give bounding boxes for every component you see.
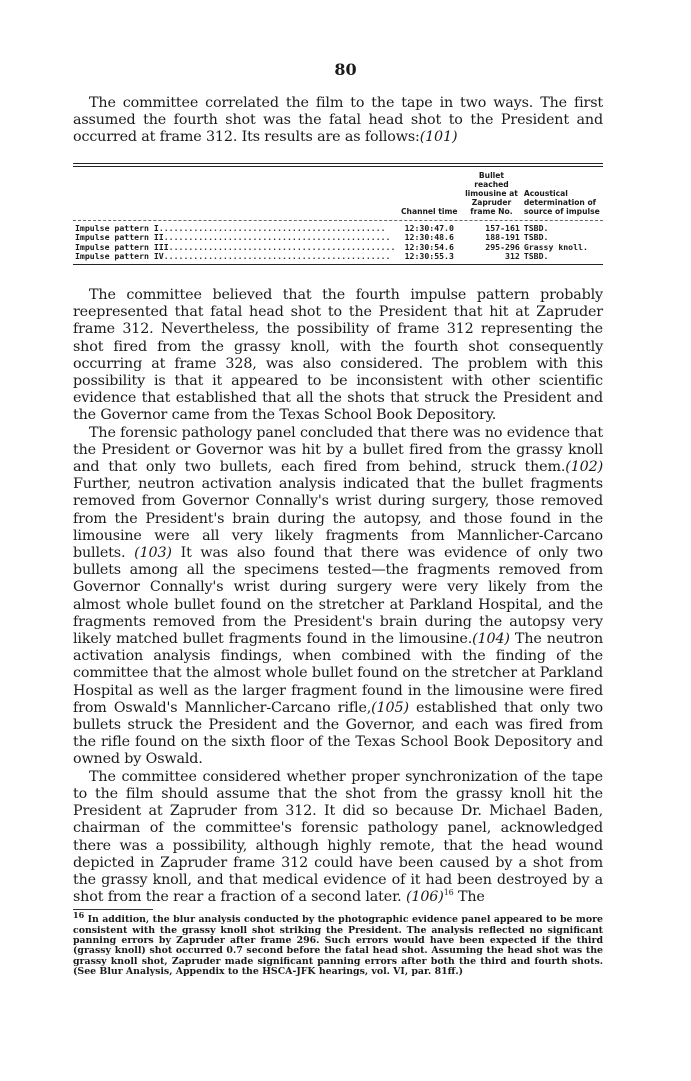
table-top-rule xyxy=(73,163,603,164)
dot-leaders: .............................................. xyxy=(163,251,391,261)
row-label: Impulse pattern III xyxy=(75,242,169,252)
table-body xyxy=(73,220,603,261)
paragraph-text: Further, neutron activation analysis indicated that the bullet fragments removed from Governor Connally's wrist during surgery, those removed from the President's brain during the autopsy, and those found in the limousine were all very likely fragments from Mannlicher-Carcano bullets. xyxy=(73,476,603,562)
paragraph-text: The committee considered whether proper synchronization of the tape to the film should assume that the shot from the grassy knoll hit the President at Zapruder from 312. It did so because Dr. Michael Baden, chairman of the committee's forensic pathology panel, acknowledged there was a possibility, although highly remote, that the head wound depicted in Zapruder frame 312 could have been caused by a shot from the grassy knoll, and that medical evidence of it had been destroyed by a shot from the rear a fraction of a second later. xyxy=(73,768,603,906)
page-number: 80 xyxy=(334,60,357,79)
paragraph-text: The forensic pathology panel concluded that there was no evidence that the President or Governor was hit by a bullet fired from the grassy knoll and that only two bullets, each fired from behind, struck them. xyxy=(73,424,603,476)
row-source: Grassy knoll. xyxy=(523,241,588,252)
row-frame: 295-296 xyxy=(485,241,520,252)
citation: (106) xyxy=(405,889,444,906)
footnote-marker: 16 xyxy=(73,910,85,920)
impulse-table-wrap xyxy=(73,163,603,265)
row-channel-time: 12:30:55.3 xyxy=(404,250,454,261)
header-channel-time: Channel time xyxy=(400,207,458,216)
row-label: Impulse pattern II xyxy=(75,233,164,243)
header-rule xyxy=(73,220,603,221)
table-header-row xyxy=(73,167,603,220)
dot-leaders: .............................................. xyxy=(168,242,396,252)
table-bottom-rule xyxy=(73,264,603,265)
footnote xyxy=(73,910,603,978)
body-paragraph xyxy=(73,425,603,769)
header-zapruder-frame: Bullet reached limousine at Zapruder frame No. xyxy=(465,171,518,216)
paragraph-text: The neutron activation analysis findings, when combined with the finding of the committee that the almost whole bullet found on the stretcher at Parkland Hospital as well as the larger fragment found in the limousine were fired from Oswald's Mannlicher-Carcano rifle, xyxy=(73,631,604,716)
citation: (103) xyxy=(134,545,172,562)
row-channel-time: 12:30:47.0 xyxy=(404,223,454,233)
body-paragraph xyxy=(73,287,603,425)
impulse-table xyxy=(73,167,603,261)
paragraph-text: The xyxy=(453,889,485,906)
row-label: Impulse pattern IV xyxy=(75,251,164,261)
footnote-ref: 16 xyxy=(443,888,454,898)
body-paragraph xyxy=(73,769,603,907)
row-source: TSBD. xyxy=(523,250,549,261)
row-frame: 188-191 xyxy=(485,232,520,243)
dot-leaders: .............................................. xyxy=(163,233,391,243)
footnote-rule xyxy=(73,909,153,910)
intro-citation: (101) xyxy=(419,129,458,146)
header-label xyxy=(73,167,397,220)
row-source: TSBD. xyxy=(523,232,549,243)
citation: (105) xyxy=(371,699,409,716)
citation: (104) xyxy=(472,631,510,648)
table-row xyxy=(73,252,603,261)
row-channel-time: 12:30:54.6 xyxy=(404,241,454,252)
paragraph-text: It was also found that there was evidence of only two bullets among all the specimens tested—the fragments removed from Governor Connally's wrist during surgery were very likely from the almost whole bullet found on the stretcher at Parkland Hospital, and the fragments removed from the President's brain during the autopsy very likely matched bullet fragments found in the limousine. xyxy=(73,545,603,648)
row-frame: 312 xyxy=(505,250,520,261)
citation: (102) xyxy=(565,459,603,476)
row-frame: 157-161 xyxy=(485,223,520,233)
header-source: Acoustical determination of source of impulse xyxy=(523,189,600,216)
body-text xyxy=(73,287,603,906)
paragraph-text: established that only two bullets struck the President and the Governor, and each was fired from the rifle found on the sixth floor of the Texas School Book Depository and owned by Oswald. xyxy=(73,699,604,768)
row-source: TSBD. xyxy=(523,223,549,233)
intro-paragraph xyxy=(73,95,603,147)
intro-text: The committee correlated the film to the tape in two ways. The first assumed the fourth shot was the fatal head shot to the President and occurred at frame 312. Its results are as follows: xyxy=(73,95,603,146)
row-label: Impulse pattern I xyxy=(75,224,159,233)
paragraph-text: The committee believed that the fourth impulse pattern probably reepresented that fatal head shot to the President that hit at Zapruder frame 312. Nevertheless, the possibility of frame 312 representing the shot fired from the grassy knoll, with the fourth shot consequently occurring at frame 328, was also considered. The problem with this possibility is that it appeared to be inconsistent with other scientific evidence that established that all the shots that struck the President and the Governor came from the Texas School Book Depository. xyxy=(73,287,603,424)
footnote-text: In addition, the blur analysis conducted by the photographic evidence panel appeared to be more consistent with the grassy knoll shot striking the President. The analysis reflected no significant panning errors by Zapruder after frame 296. Such errors would have been expected if the third (grassy knoll) shot occurred 0.7 second before the fatal head shot. Assuming the head shot was the grassy knoll shot, Zapruder made significant panning errors after both the third and fourth shots. (See Blur Analysis, Appendix to the HSCA-JFK hearings, vol. VI, par. 81ff.) xyxy=(73,914,603,978)
row-channel-time: 12:30:48.6 xyxy=(404,232,454,243)
dot-leaders: .............................................. xyxy=(158,224,386,233)
